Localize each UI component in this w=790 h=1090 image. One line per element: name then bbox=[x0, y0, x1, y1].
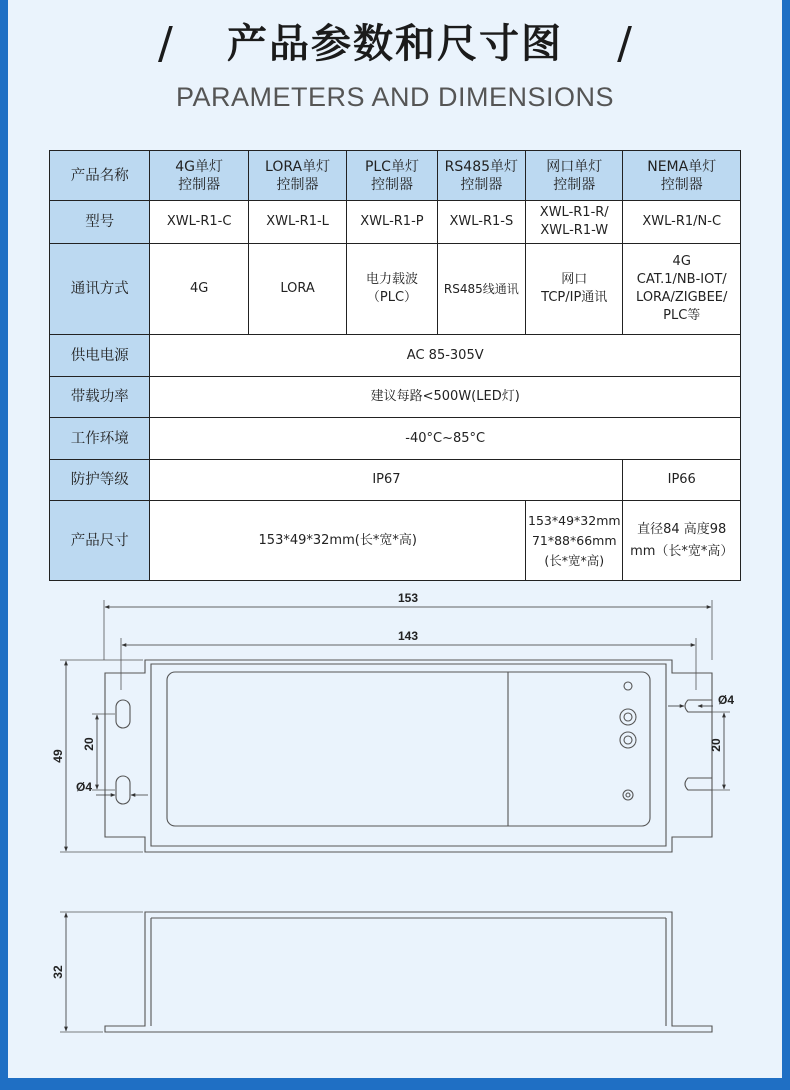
row-label-name: 产品名称 bbox=[50, 151, 150, 201]
bracket-top-view bbox=[105, 660, 712, 852]
model-lora: XWL-R1-L bbox=[248, 201, 346, 244]
table-row-env bbox=[50, 418, 741, 460]
protect-value-ip67: IP67 bbox=[150, 460, 623, 501]
dimension-153 bbox=[104, 591, 712, 660]
dimension-20-left bbox=[82, 714, 115, 790]
comm-lora: LORA bbox=[248, 244, 346, 335]
page-title: 产品参数和尺寸图 bbox=[227, 21, 563, 67]
comm-plc: 电力载波 （PLC） bbox=[347, 244, 437, 335]
dim-d4-left-label: Ø4 bbox=[76, 780, 93, 794]
dim-143-label: 143 bbox=[397, 629, 419, 643]
dimension-143 bbox=[121, 629, 696, 690]
bracket-side-view bbox=[105, 912, 712, 1032]
title-row bbox=[8, 14, 782, 74]
dim-20-left-label: 20 bbox=[82, 737, 96, 751]
row-label-comm: 通讯方式 bbox=[50, 244, 150, 335]
name-4g: 4G单灯 控制器 bbox=[150, 151, 248, 201]
dim-20-right-label: 20 bbox=[709, 738, 723, 752]
dim-32-label: 32 bbox=[51, 965, 65, 979]
name-rs485: RS485单灯 控制器 bbox=[437, 151, 525, 201]
dim-153-label: 153 bbox=[397, 591, 419, 605]
row-label-env: 工作环境 bbox=[50, 418, 150, 460]
model-nema: XWL-R1/N-C bbox=[623, 201, 741, 244]
comm-nema: 4G CAT.1/NB-IOT/ LORA/ZIGBEE/ PLC等 bbox=[623, 244, 741, 335]
table-row-comm bbox=[50, 244, 741, 335]
dim-d4-right-label: Ø4 bbox=[718, 693, 735, 707]
name-lora: LORA单灯 控制器 bbox=[248, 151, 346, 201]
size-value-main: 153*49*32mm(长*宽*高) bbox=[150, 501, 526, 581]
comm-4g: 4G bbox=[150, 244, 248, 335]
parameters-table bbox=[49, 150, 741, 581]
name-nema: NEMA单灯 控制器 bbox=[623, 151, 741, 201]
power-value: AC 85-305V bbox=[150, 335, 741, 377]
load-value: 建议每路<500W(LED灯) bbox=[150, 377, 741, 418]
model-ethernet: XWL-R1-R/ XWL-R1-W bbox=[526, 201, 623, 244]
size-value-ethernet: 153*49*32mm 71*88*66mm (长*宽*高) bbox=[526, 501, 623, 581]
name-ethernet: 网口单灯 控制器 bbox=[526, 151, 623, 201]
title-slash-left: / bbox=[158, 18, 173, 69]
table-row-load bbox=[50, 377, 741, 418]
row-label-protect: 防护等级 bbox=[50, 460, 150, 501]
dimension-20-right bbox=[709, 712, 730, 790]
dimension-d4-right bbox=[668, 693, 734, 707]
row-label-model: 型号 bbox=[50, 201, 150, 244]
table-row-name bbox=[50, 151, 741, 201]
dimension-49 bbox=[51, 660, 143, 852]
model-4g: XWL-R1-C bbox=[150, 201, 248, 244]
page bbox=[8, 0, 782, 1078]
comm-ethernet: 网口 TCP/IP通讯 bbox=[526, 244, 623, 335]
env-value: -40°C~85°C bbox=[150, 418, 741, 460]
row-label-size: 产品尺寸 bbox=[50, 501, 150, 581]
table-row-power bbox=[50, 335, 741, 377]
row-label-power: 供电电源 bbox=[50, 335, 150, 377]
table-row-model bbox=[50, 201, 741, 244]
dim-49-label: 49 bbox=[51, 749, 65, 763]
model-plc: XWL-R1-P bbox=[347, 201, 437, 244]
table-row-protect bbox=[50, 460, 741, 501]
size-value-nema: 直径84 高度98 mm（长*宽*高） bbox=[623, 501, 741, 581]
page-subtitle: PARAMETERS AND DIMENSIONS bbox=[175, 82, 615, 112]
title-slash-right: / bbox=[617, 18, 632, 69]
comm-rs485: RS485线通讯 bbox=[437, 244, 525, 335]
name-plc: PLC单灯 控制器 bbox=[347, 151, 437, 201]
table-row-size bbox=[50, 501, 741, 581]
dimension-32 bbox=[51, 912, 143, 1032]
model-rs485: XWL-R1-S bbox=[437, 201, 525, 244]
row-label-load: 带载功率 bbox=[50, 377, 150, 418]
dimension-d4-left bbox=[76, 780, 148, 795]
protect-value-ip66: IP66 bbox=[623, 460, 741, 501]
